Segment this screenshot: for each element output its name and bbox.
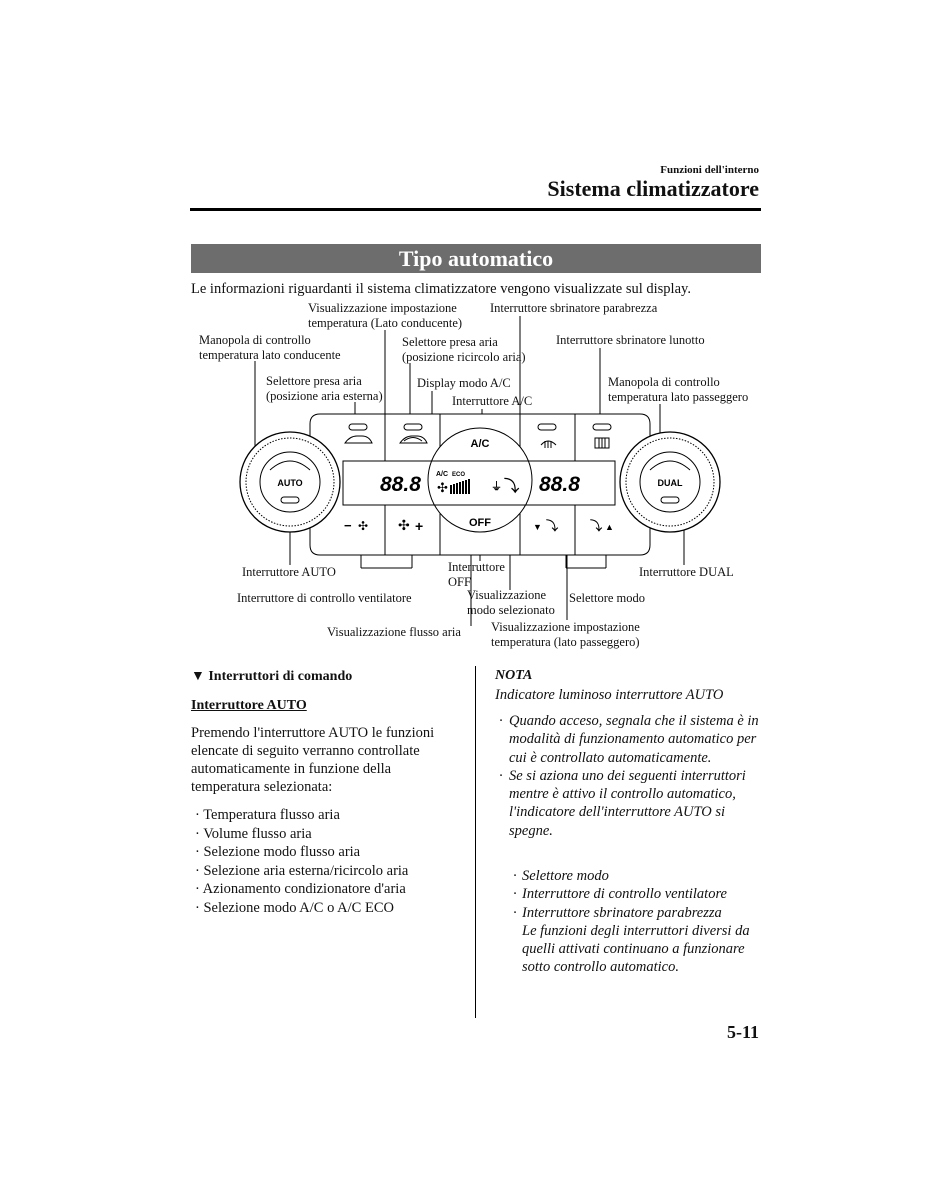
mode-icon-left: ⤵ — [546, 519, 559, 533]
airflow-mode-display-icon: ⤵ — [504, 478, 520, 495]
fan-plus-icon[interactable]: + — [415, 518, 424, 534]
label-knob-passenger: Manopola di controllo temperatura lato passeggero — [608, 375, 749, 404]
nota-heading: NOTA — [495, 668, 533, 683]
fan-minus-icon[interactable]: − — [344, 518, 352, 533]
label-knob-driver: Manopola di controllo temperatura lato conducente — [199, 333, 341, 362]
nota-subnote: Le funzioni degli interruttori diversi da quelli attivati continuano a funzionare sotto controllo automatico. — [522, 922, 750, 976]
label-fan-switch: Interruttore di controllo ventilatore — [237, 591, 412, 605]
label-rear-defrost: Interruttore sbrinatore lunotto — [556, 333, 705, 347]
label-intake-outside: Selettore presa aria (posizione aria esterna) — [266, 374, 383, 403]
ac-indicator: A/C — [436, 471, 449, 478]
label-temp-setting-driver: Visualizzazione impostazione temperatura (Lato conducente) — [308, 301, 463, 330]
label-dual-switch: Interruttore DUAL — [639, 565, 734, 579]
label-ac-switch: Interruttore A/C — [452, 394, 533, 408]
list-item: · Interruttore sbrinatore parabrezza — [513, 904, 773, 922]
list-item: · Se si aziona uno dei seguenti interruttori mentre è attivo il controllo automatico, l'indicatore dell'interruttore AUTO si spegne. — [499, 767, 769, 840]
list-item: · Volume flusso aria — [195, 825, 408, 844]
label-off-switch: Interruttore OFF — [448, 560, 505, 589]
list-item: · Selettore modo — [513, 867, 773, 885]
page-number: 5-11 — [726, 1022, 759, 1042]
label-ac-mode-display: Display modo A/C — [417, 376, 511, 390]
mode-down-icon[interactable]: ▼ — [533, 522, 542, 532]
auto-switch-paragraph: Premendo l'interruttore AUTO le funzioni elencate di seguito verranno controllate automaticamente in funzione della temperatura selezionata: — [191, 725, 435, 795]
temp-display-driver: 88.8 — [380, 473, 421, 496]
nota-list — [499, 712, 769, 840]
list-item: · Temperatura flusso aria — [195, 806, 408, 825]
list-item: · Interruttore di controllo ventilatore — [513, 885, 773, 903]
defrost-mode-display-icon: ⏚ — [491, 481, 502, 493]
list-item: · Selezione modo A/C o A/C ECO — [195, 899, 408, 918]
list-item: · Selezione aria esterna/ricircolo aria — [195, 862, 408, 881]
list-item: · Azionamento condizionatore d'aria — [195, 880, 408, 899]
nota-subtitle: Indicatore luminoso interruttore AUTO — [495, 687, 724, 703]
auto-switch-heading: Interruttore AUTO — [191, 698, 307, 713]
fan-icon-large: ✣ — [398, 517, 410, 533]
controls-heading: ▼ Interruttori di comando — [191, 669, 353, 684]
section-title: Funzioni dell'interno — [660, 164, 759, 176]
label-intake-recirc: Selettore presa aria (posizione ricircolo aria) — [402, 335, 526, 364]
section-banner: Tipo automatico — [191, 244, 761, 273]
label-temp-setting-passenger: Visualizzazione impostazione temperatura (lato passeggero) — [491, 620, 640, 649]
nota-sublist — [513, 867, 773, 977]
mode-icon-right: ⤵ — [590, 519, 603, 533]
fan-display-icon: ✣ — [437, 480, 448, 495]
label-airflow-display: Visualizzazione flusso aria — [327, 625, 461, 639]
eco-indicator: ECO — [452, 472, 466, 478]
list-item: · Selezione modo flusso aria — [195, 843, 408, 862]
column-divider — [475, 666, 476, 1018]
auto-button[interactable]: AUTO — [277, 478, 303, 488]
list-item: · Quando acceso, segnala che il sistema è in modalità di funzionamento automatico per cui è controllato automaticamente. — [499, 712, 769, 767]
label-auto-switch: Interruttore AUTO — [242, 565, 336, 579]
mode-up-icon[interactable]: ▲ — [605, 522, 614, 532]
label-windshield-defrost: Interruttore sbrinatore parabrezza — [490, 301, 658, 315]
label-mode-selector: Selettore modo — [569, 591, 646, 605]
off-button[interactable]: OFF — [469, 517, 491, 529]
dual-button[interactable]: DUAL — [657, 478, 683, 488]
page-title: Sistema climatizzatore — [547, 176, 759, 201]
label-mode-display: Visualizzazione modo selezionato — [467, 588, 555, 617]
fan-icon: ✣ — [358, 519, 369, 533]
ac-button[interactable]: A/C — [470, 438, 490, 450]
intro-text: Le informazioni riguardanti il sistema climatizzatore vengono visualizzate sul display. — [191, 281, 691, 297]
temp-display-passenger: 88.8 — [539, 473, 580, 496]
auto-function-list — [195, 806, 408, 917]
